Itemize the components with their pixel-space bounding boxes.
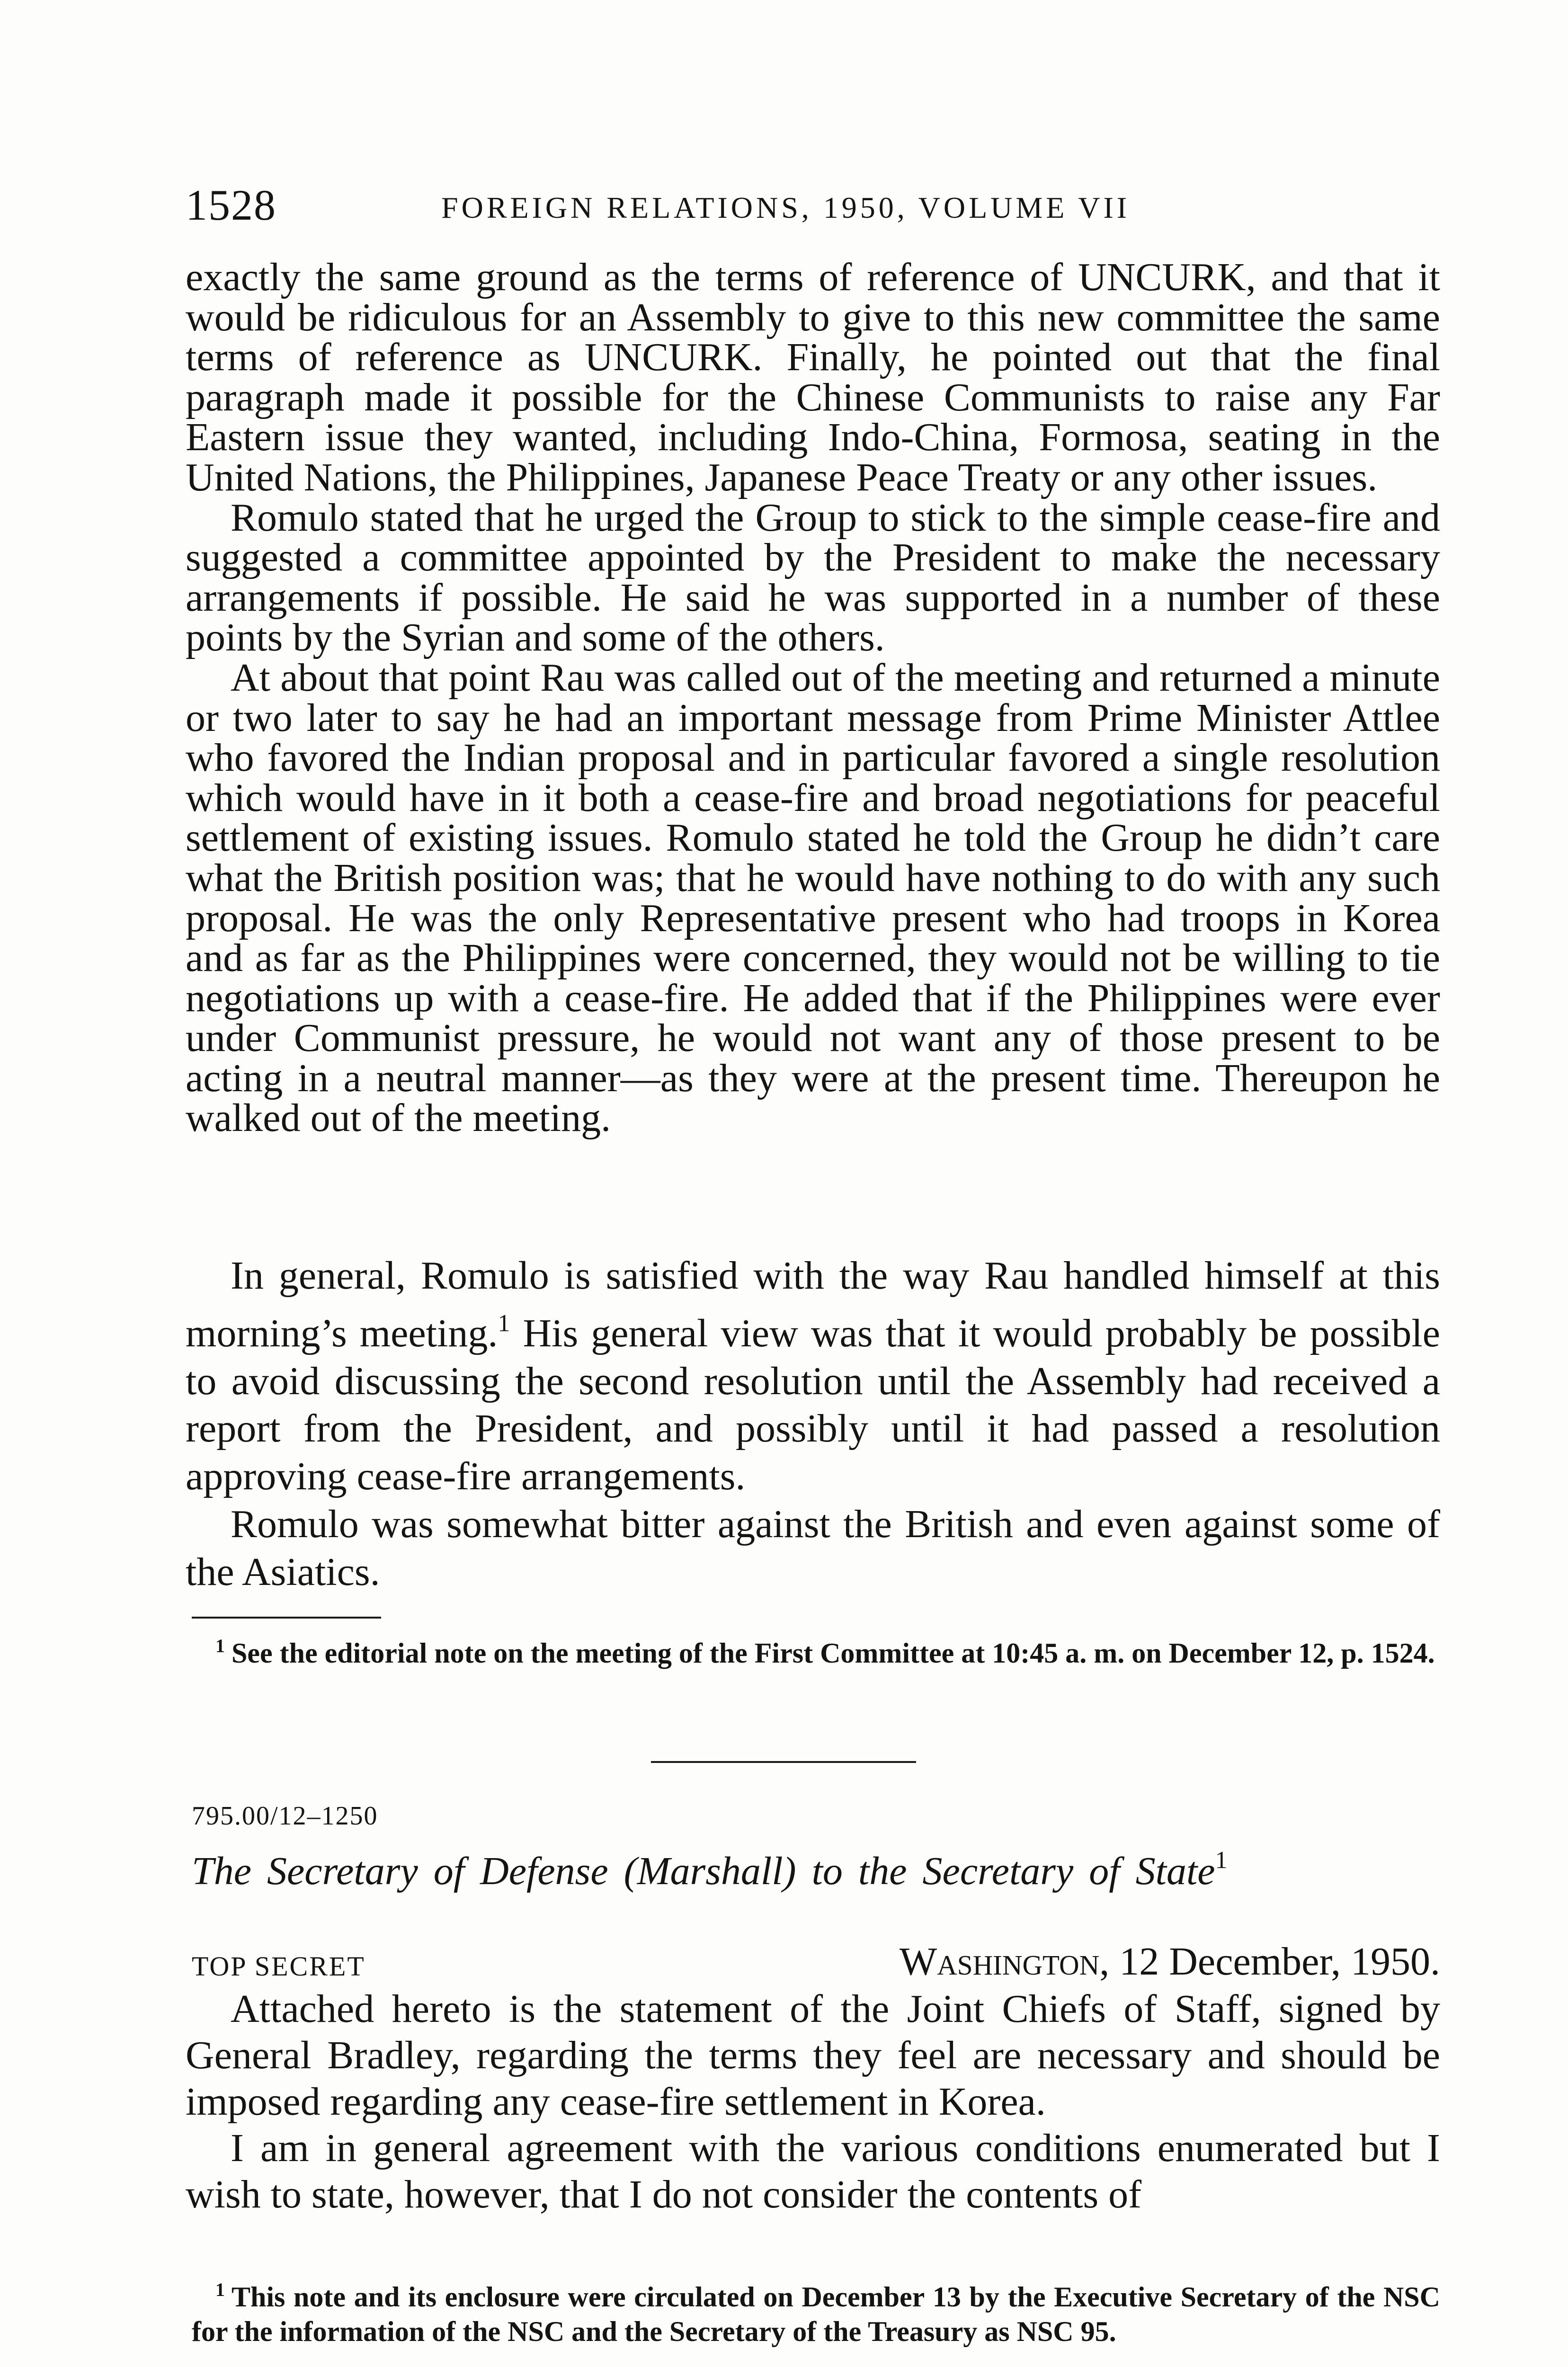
page-header xyxy=(186,180,1435,232)
paragraph xyxy=(186,1252,1440,1501)
footnote-text: This note and its enclosure were circulated on December 13 by the Executive Secretary of the NSC for the information of the NSC and the Secretary of the Treasury as NSC 95. xyxy=(192,2281,1440,2347)
continuation-text xyxy=(186,255,1440,1140)
document-title-text: The Secretary of Defense (Marshall) to the Secretary of State xyxy=(192,1849,1215,1893)
dateline xyxy=(900,1939,1440,1984)
document-title xyxy=(192,1846,1440,1894)
dateline-date: 12 December, 1950. xyxy=(1109,1940,1440,1984)
paragraph: Attached hereto is the statement of the Joint Chiefs of Staff, signed by General Bradley, regarding the terms they feel are necessary and should be imposed regarding any cease-fire settlement in Korea. xyxy=(186,1987,1440,2124)
paragraph: Romulo stated that he urged the Group to stick to the simple cease-fire and suggested a committee appointed by the President to make the necessary arrangements if possible. He said he was supported in a number of these points by the Syrian and some of the others. xyxy=(186,495,1440,660)
footnote-reference: 1 xyxy=(1215,1847,1228,1874)
section-divider xyxy=(651,1761,916,1763)
summary-text xyxy=(186,1252,1440,1596)
paragraph-text: In general, Romulo is satisfied with the way Rau handled himself at this morning’s meeting. xyxy=(186,1254,1440,1355)
paragraph: exactly the same ground as the terms of reference of UNCURK, and that it would be ridiculous for an Assembly to give to this new committee the same terms of reference as UNCURK. Finally, he pointed out that the final paragraph made it possible for the Chinese Communists to raise any Far Eastern issue they wanted, including Indo-China, Formosa, seating in the United Nations, the Philippines, Japanese Peace Treaty or any other issues. xyxy=(186,255,1440,499)
page-number: 1528 xyxy=(186,181,276,229)
paragraph: Romulo was somewhat bitter against the British and even against some of the Asiatics. xyxy=(186,1502,1440,1594)
letter-text xyxy=(186,1986,1440,2218)
file-number: 795.00/12–1250 xyxy=(192,1801,378,1831)
dateline-place: Washington, xyxy=(899,1940,1110,1984)
footnote-marker: 1 xyxy=(215,1635,225,1656)
classification-label: TOP SECRET xyxy=(192,1951,365,1982)
footnote-divider xyxy=(192,1617,381,1619)
paragraph-text: His general view was that it would probably be possible to avoid discussing the second resolution until the Assembly had received a report from the President, and possibly until it had passed a resolution approving cease-fire arrangements. xyxy=(186,1311,1440,1499)
footnote-text: See the editorial note on the meeting of the First Committee at 10:45 a. m. on December 12, p. 1524. xyxy=(232,1637,1435,1669)
paragraph: I am in general agreement with the various conditions enumerated but I wish to state, however, that I do not consider the contents of xyxy=(186,2126,1440,2216)
footnote-marker: 1 xyxy=(215,2279,225,2300)
paragraph: At about that point Rau was called out of the meeting and returned a minute or two later to say he had an important message from Prime Minister Attlee who favored the Indian proposal and in particular favored a single resolution which would have in it both a cease-fire and broad negotiations for peaceful settlement of existing issues. Romulo stated he told the Group he didn’t care what the British position was; that he would have nothing to do with any such proposal. He was the only Representative present who had troops in Korea and as far as the Philippines were concerned, they would not be willing to tie negotiations up with a cease-fire. He added that if the Philippines were ever under Communist pressure, he would not want any of those present to be acting in a neutral manner—as they were at the present time. Thereupon he walked out of the meeting. xyxy=(186,655,1440,1140)
footnote xyxy=(192,2272,1440,2349)
footnote-reference: 1 xyxy=(498,1309,510,1337)
running-head: FOREIGN RELATIONS, 1950, VOLUME VII xyxy=(441,191,1131,224)
footnote xyxy=(192,1628,1440,1671)
